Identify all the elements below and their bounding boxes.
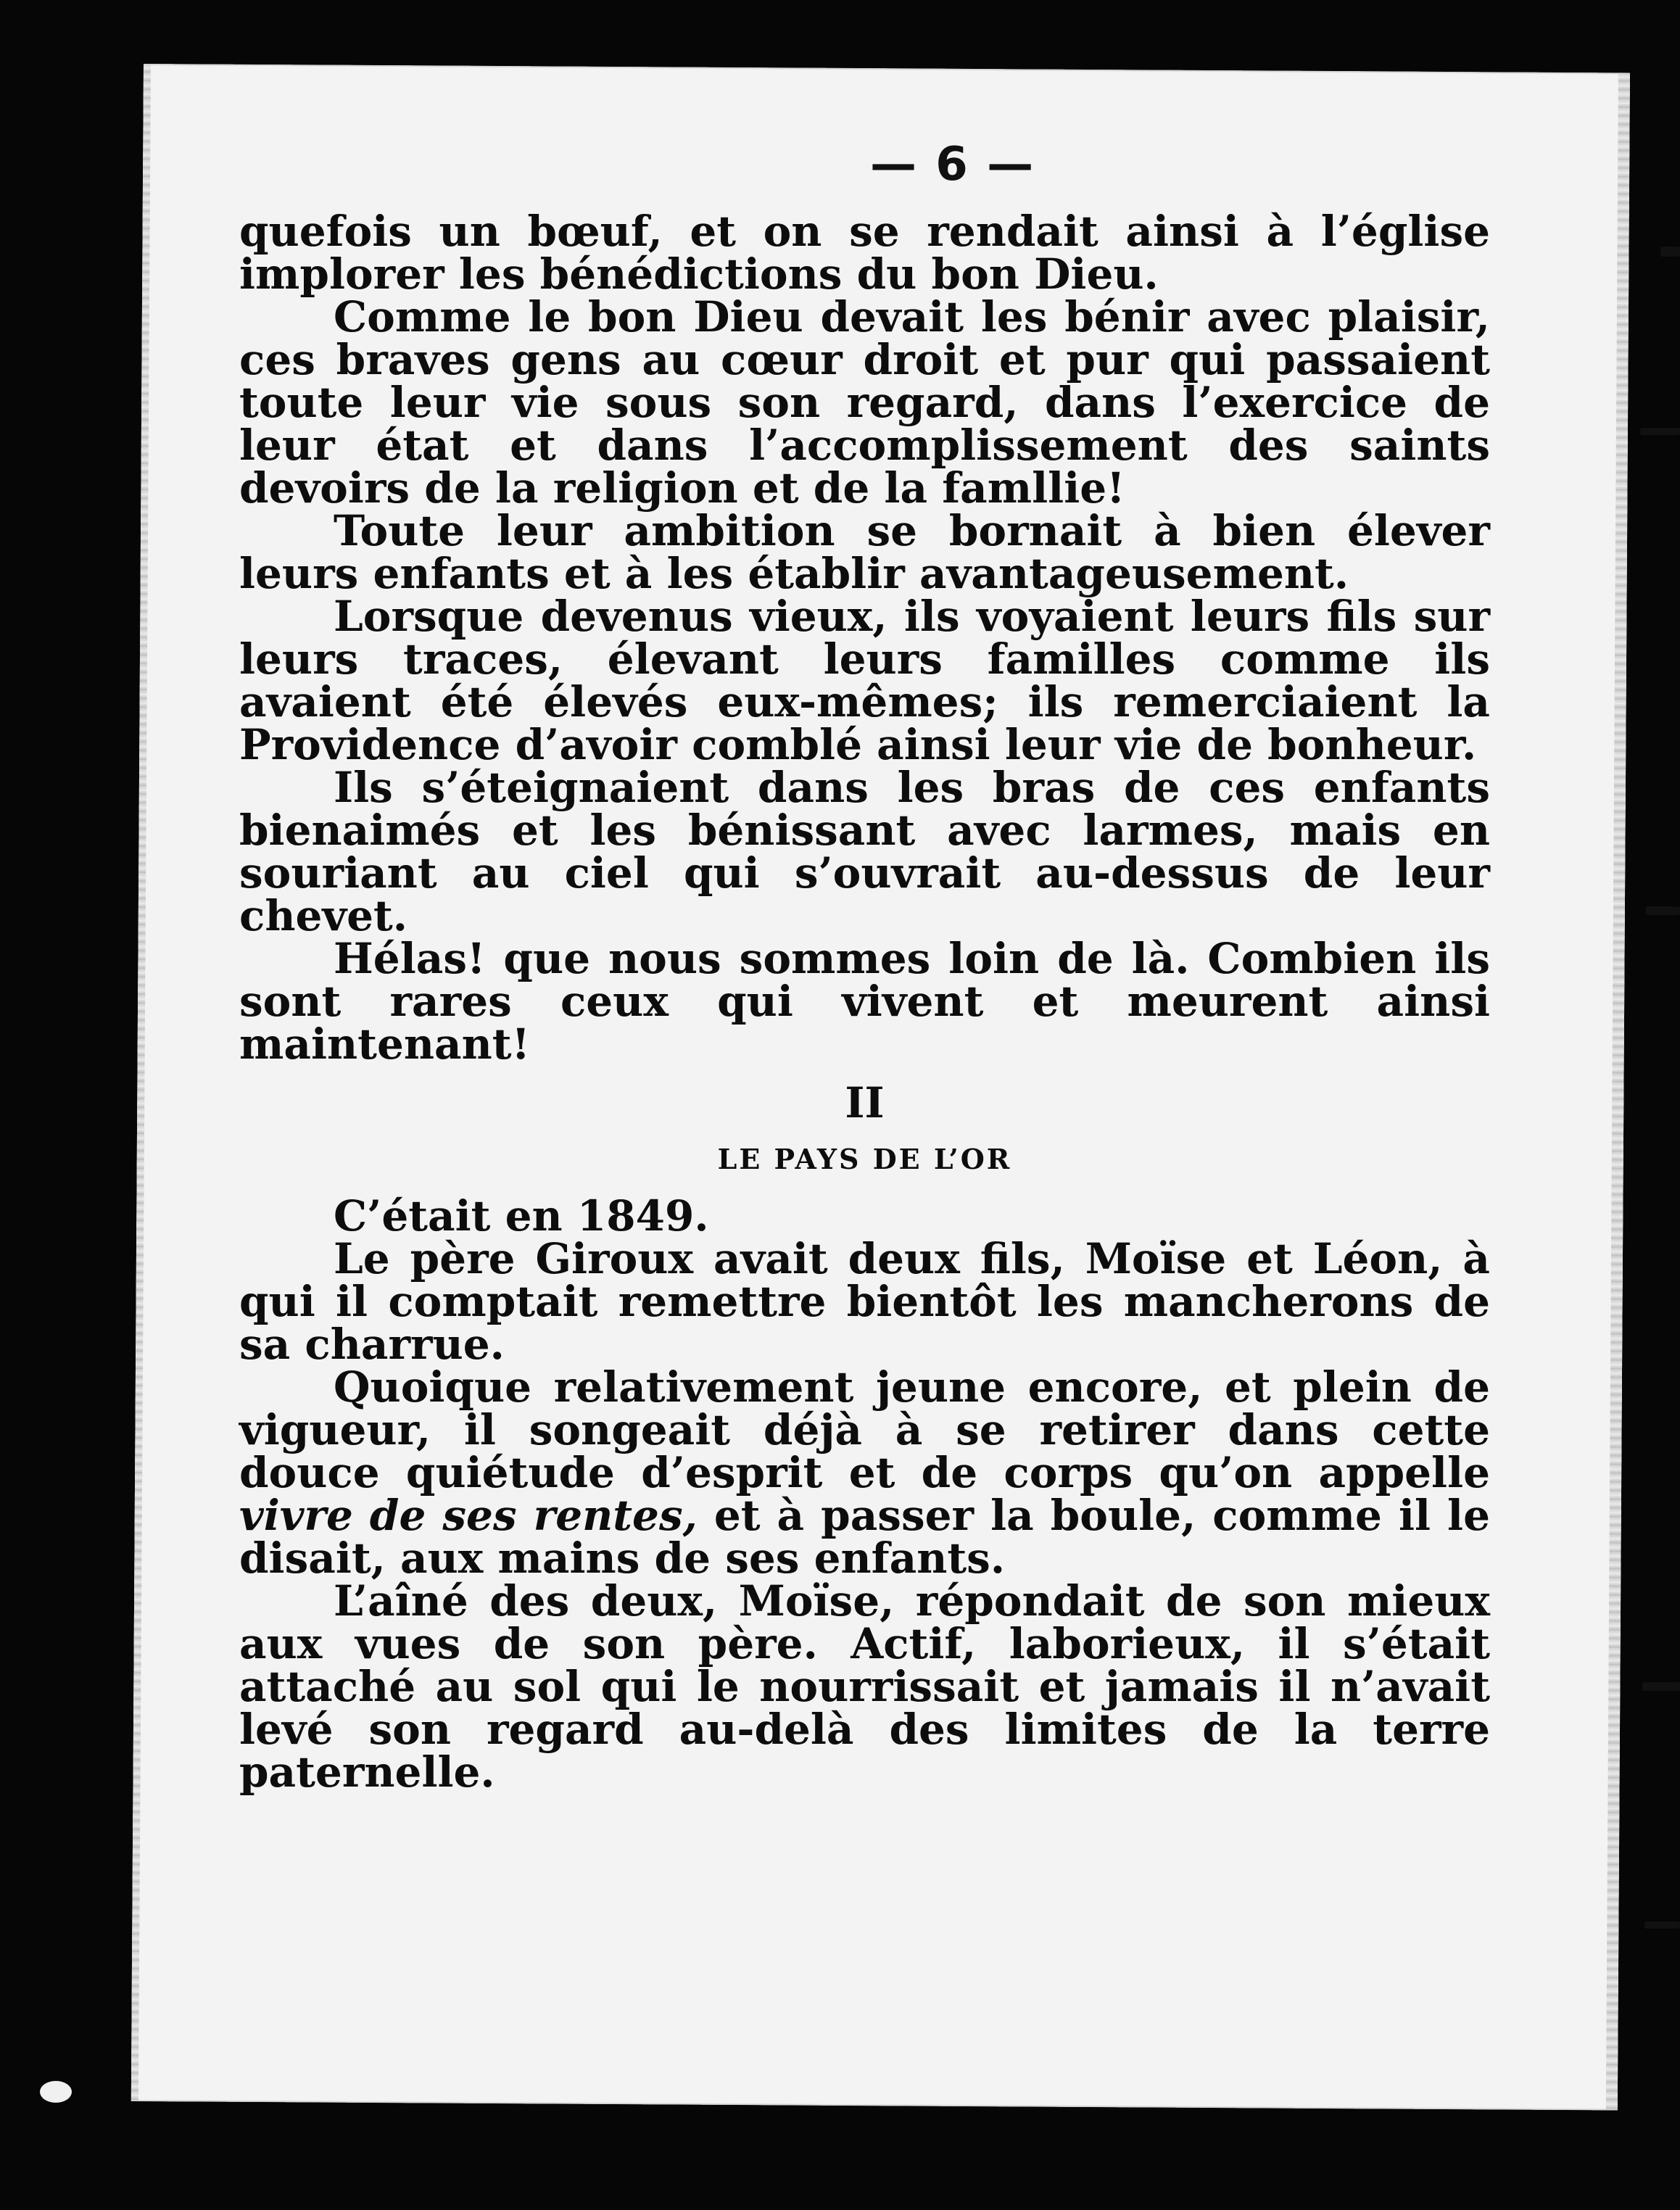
paragraph-text: et à passer la boule, comme il le disait, aux mains de ses enfants. [239, 1491, 1490, 1583]
section-title: LE PAYS DE L’OR [717, 1143, 1012, 1175]
paragraph: C’était en 1849. [334, 1191, 709, 1241]
paragraph-text: Quoique relativement jeune encore, et plein de vigueur, il songeait déjà à se retirer dans cette douce quiétude d’esprit et de corps qu’on appelle [239, 1362, 1490, 1497]
paragraph: Lorsque devenus vieux, ils voyaient leurs fils sur leurs traces, élevant leurs familles comme ils avaient été élevés eux-mêmes; ils remerciaient la Providence d’avoir comblé ainsi leur vie de bonheur. [239, 592, 1490, 769]
paragraph: Le père Giroux avait deux fils, Moïse et Léon, à qui il comptait remettre bientôt les mancherons de sa charrue. [239, 1234, 1490, 1369]
page-number: — 6 — [870, 138, 1035, 191]
binding-mark [1644, 1921, 1680, 1929]
binding-mark [1642, 1682, 1680, 1691]
binding-mark [1660, 247, 1680, 257]
section-number: II [845, 1078, 885, 1127]
paragraph: Ils s’éteignaient dans les bras de ces enfants bienaimés et les bénissant avec larmes, mais en souriant au ciel qui s’ouvrait au-dessus de leur chevet. [239, 763, 1490, 940]
paragraph: Toute leur ambition se bornait à bien élever leurs enfants et à les établir avantageusement. [239, 506, 1490, 598]
paragraph: Hélas! que nous sommes loin de là. Combien ils sont rares ceux qui vivent et meurent ainsi maintenant! [239, 934, 1490, 1069]
paragraph: L’aîné des deux, Moïse, répondait de son mieux aux vues de son père. Actif, laborieux, il s’était attaché au sol qui le nourrissait et jamais il n’avait levé son regard au-delà des limites de la terre paternelle. [239, 1576, 1490, 1797]
paragraph [239, 1362, 1490, 1583]
paragraph: quefois un bœuf, et on se rendait ainsi à l’église implorer les bénédictions du bon Dieu. [239, 207, 1490, 299]
binding-mark [1640, 428, 1680, 435]
binding-mark [1646, 906, 1680, 915]
paragraph: Comme le bon Dieu devait les bénir avec plaisir, ces braves gens au cœur droit et pur qui passaient toute leur vie sous son regard, dans l’exercice de leur état et dans l’accomplissement des saints devoirs de la religion et de la famllie! [239, 292, 1490, 513]
body-text [239, 207, 1490, 1797]
scan-speck [40, 2081, 72, 2103]
italic-phrase: vivre de ses rentes, [239, 1491, 698, 1540]
